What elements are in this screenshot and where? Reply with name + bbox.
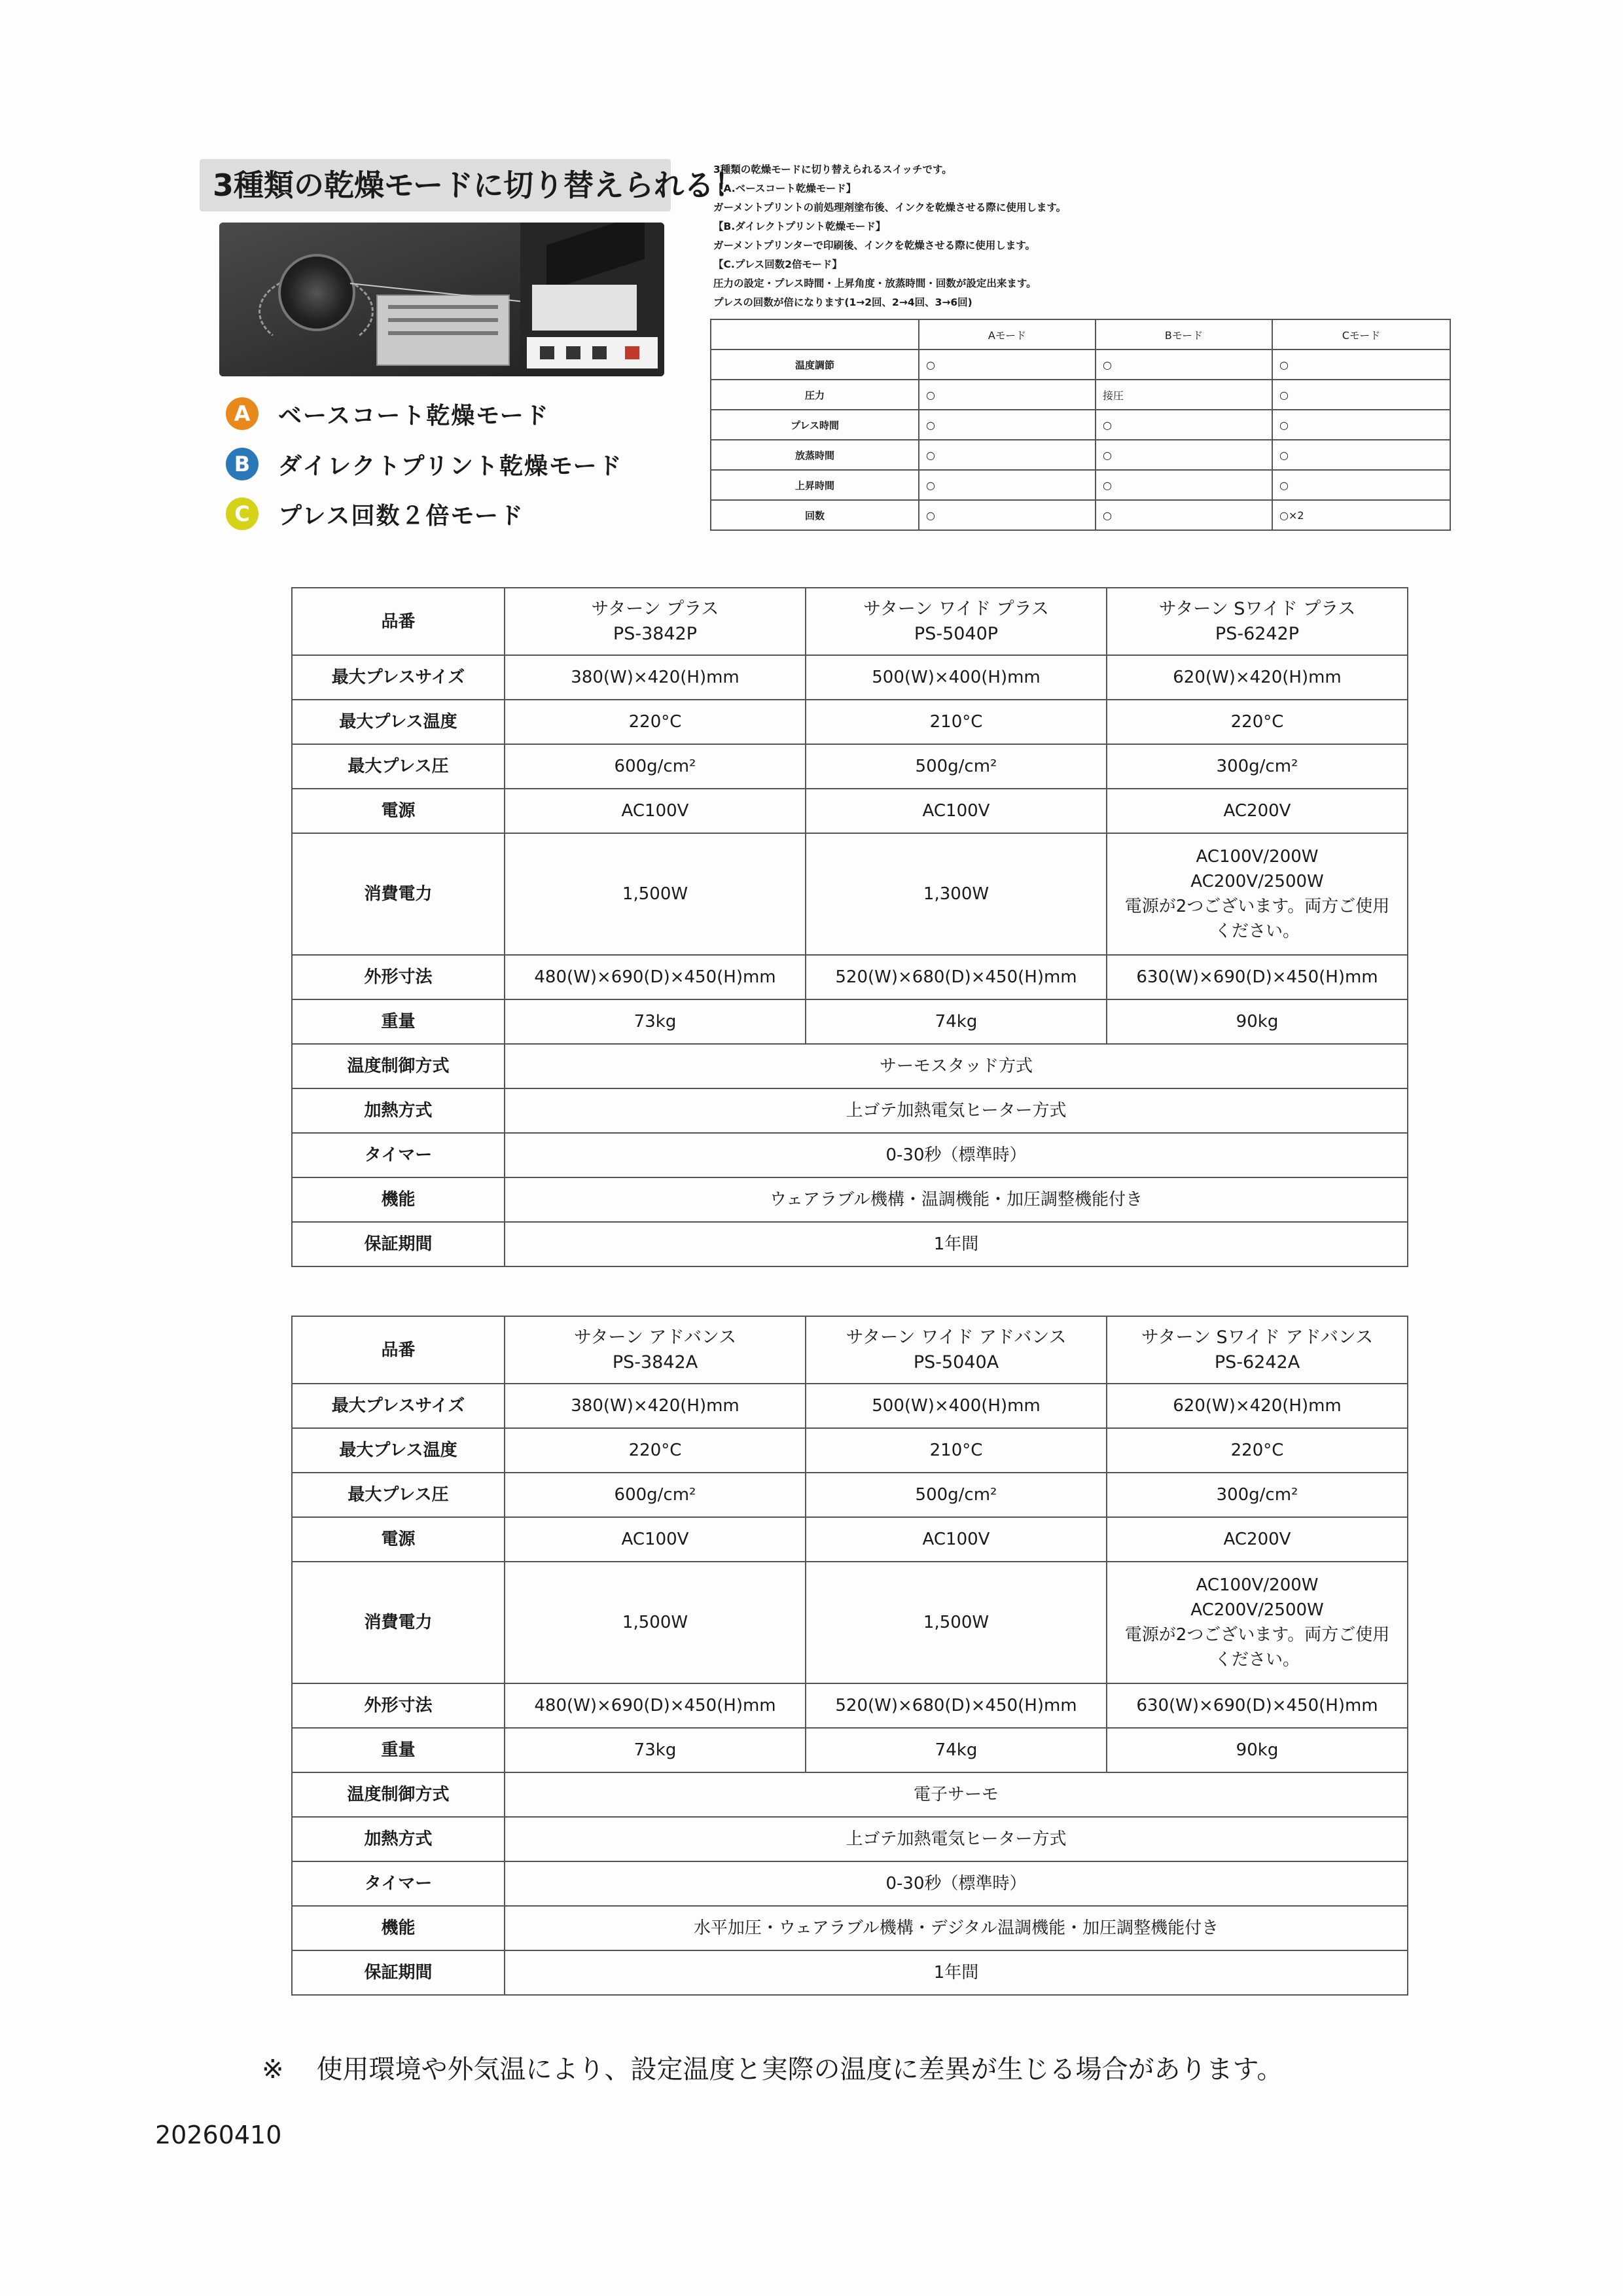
- table-header-cell: Cモード: [1272, 319, 1450, 350]
- table-cell: サーモスタッド方式: [505, 1044, 1408, 1088]
- table-cell: [1107, 1562, 1408, 1683]
- spec-table-advance: [291, 1316, 1408, 1996]
- table-row: [292, 1683, 1408, 1728]
- model-name: サターン アドバンス: [573, 1327, 737, 1348]
- table-cell: 0-30秒（標準時）: [505, 1861, 1408, 1906]
- mode-c-badge: C: [226, 497, 259, 530]
- description-line: 【C.プレス回数2倍モード】: [713, 259, 842, 270]
- table-row: [292, 1906, 1408, 1950]
- description-line: ガーメントプリントの前処理剤塗布後、インクを乾燥させる際に使用します。: [713, 202, 1067, 213]
- row-label: タイマー: [292, 1861, 505, 1906]
- row-label: 最大プレス温度: [292, 700, 505, 744]
- table-cell: 1年間: [505, 1950, 1408, 1995]
- mode-item-c: [226, 495, 684, 532]
- row-label: 温度調節: [711, 350, 919, 380]
- date-stamp: 20260410: [155, 2121, 282, 2149]
- table-cell: ○: [1096, 500, 1272, 530]
- row-label: 最大プレス圧: [292, 1473, 505, 1517]
- model-code: PS-5040A: [913, 1352, 999, 1372]
- row-label: 重量: [292, 1728, 505, 1772]
- model-code: PS-3842A: [612, 1352, 698, 1372]
- table-cell: 上ゴテ加熱電気ヒーター方式: [505, 1817, 1408, 1861]
- model-header: [806, 1316, 1107, 1384]
- table-row: [711, 470, 1450, 500]
- table-cell: 210°C: [806, 1428, 1107, 1473]
- row-label: 最大プレス圧: [292, 744, 505, 789]
- table-cell: ○: [1096, 350, 1272, 380]
- row-label: 上昇時間: [711, 470, 919, 500]
- description-line: 【A.ベースコート乾燥モード】: [713, 183, 857, 194]
- table-row: [292, 655, 1408, 700]
- table-header-row: [292, 1316, 1408, 1384]
- table-cell: 接圧: [1096, 380, 1272, 410]
- table-header-cell: Aモード: [919, 319, 1096, 350]
- table-cell: ○: [919, 500, 1096, 530]
- table-cell: ○: [919, 410, 1096, 440]
- table-cell: 500g/cm²: [806, 744, 1107, 789]
- table-header-row: [292, 588, 1408, 655]
- table-row: [292, 955, 1408, 999]
- table-row: [292, 1861, 1408, 1906]
- table-cell: 220°C: [1107, 1428, 1408, 1473]
- row-label: タイマー: [292, 1133, 505, 1177]
- row-label: 消費電力: [292, 1562, 505, 1683]
- table-cell: 380(W)×420(H)mm: [505, 1384, 806, 1428]
- table-cell: 74kg: [806, 1728, 1107, 1772]
- row-label: 最大プレスサイズ: [292, 1384, 505, 1428]
- table-cell: 水平加圧・ウェアラブル機構・デジタル温調機能・加圧調整機能付き: [505, 1906, 1408, 1950]
- table-cell: 上ゴテ加熱電気ヒーター方式: [505, 1088, 1408, 1133]
- table-cell: [1107, 833, 1408, 955]
- table-row: [292, 999, 1408, 1044]
- table-row: [711, 410, 1450, 440]
- table-cell: 600g/cm²: [505, 744, 806, 789]
- heat-press-machine-icon: [520, 223, 664, 376]
- mode-a-badge: A: [226, 397, 259, 430]
- model-name: サターン ワイド アドバンス: [846, 1327, 1067, 1348]
- model-code: PS-3842P: [613, 623, 698, 644]
- machine-lid: [546, 223, 645, 291]
- table-row: [292, 1772, 1408, 1817]
- table-cell: ○: [919, 380, 1096, 410]
- mode-item-b: [226, 446, 684, 482]
- model-header: [1107, 588, 1408, 655]
- table-row: [292, 1177, 1408, 1222]
- table-cell: 630(W)×690(D)×450(H)mm: [1107, 955, 1408, 999]
- table-cell: 220°C: [1107, 700, 1408, 744]
- model-code: PS-6242P: [1215, 623, 1300, 644]
- table-cell: 1,300W: [806, 833, 1107, 955]
- row-label: 電源: [292, 1517, 505, 1562]
- row-label: 外形寸法: [292, 955, 505, 999]
- power-line: 電源が2つございます。両方ご使用: [1124, 897, 1390, 916]
- table-cell: 210°C: [806, 700, 1107, 744]
- table-cell: 1年間: [505, 1222, 1408, 1266]
- row-label: 加熱方式: [292, 1088, 505, 1133]
- table-cell: 0-30秒（標準時）: [505, 1133, 1408, 1177]
- table-cell: 480(W)×690(D)×450(H)mm: [505, 955, 806, 999]
- description-line: ガーメントプリンターで印刷後、インクを乾燥させる際に使用します。: [713, 240, 1035, 251]
- model-header: [505, 1316, 806, 1384]
- table-row: [292, 1428, 1408, 1473]
- table-cell: 380(W)×420(H)mm: [505, 655, 806, 700]
- mode-switch-knob-icon: [278, 254, 355, 331]
- table-cell: 620(W)×420(H)mm: [1107, 655, 1408, 700]
- machine-control-panel: [527, 337, 658, 368]
- table-row: [292, 1222, 1408, 1266]
- table-cell: 500(W)×400(H)mm: [806, 1384, 1107, 1428]
- model-name: サターン Sワイド アドバンス: [1141, 1327, 1374, 1348]
- table-cell: 500g/cm²: [806, 1473, 1107, 1517]
- table-row: [292, 1728, 1408, 1772]
- table-row: [292, 833, 1408, 955]
- table-cell: 600g/cm²: [505, 1473, 806, 1517]
- power-line: AC200V/2500W: [1190, 1600, 1324, 1620]
- mode-item-a: [226, 395, 684, 432]
- model-header: [806, 588, 1107, 655]
- power-line: ください。: [1214, 922, 1300, 941]
- table-cell: ○×2: [1272, 500, 1450, 530]
- table-row: [711, 440, 1450, 470]
- spec-table-plus: [291, 587, 1408, 1267]
- power-line: AC100V/200W: [1196, 847, 1319, 867]
- table-row: [292, 1044, 1408, 1088]
- row-label: 外形寸法: [292, 1683, 505, 1728]
- model-header: [505, 588, 806, 655]
- table-cell: ○: [1096, 440, 1272, 470]
- model-code: PS-6242A: [1214, 1352, 1300, 1372]
- power-line: ください。: [1214, 1650, 1300, 1670]
- power-line: 電源が2つございます。両方ご使用: [1124, 1625, 1390, 1645]
- table-row: [292, 1817, 1408, 1861]
- table-row: [292, 1950, 1408, 1995]
- table-cell: 620(W)×420(H)mm: [1107, 1384, 1408, 1428]
- row-label: 消費電力: [292, 833, 505, 955]
- table-row: [292, 1473, 1408, 1517]
- mode-description: [713, 160, 1171, 312]
- model-name: サターン ワイド プラス: [863, 598, 1049, 619]
- table-cell: AC200V: [1107, 1517, 1408, 1562]
- description-line: 3種類の乾燥モードに切り替えられるスイッチです。: [713, 164, 952, 175]
- mode-b-badge: B: [226, 448, 259, 480]
- mode-a-label: ベースコート乾燥モード: [278, 402, 550, 429]
- table-cell: AC100V: [505, 1517, 806, 1562]
- table-cell: ○: [1096, 410, 1272, 440]
- row-label: 保証期間: [292, 1950, 505, 1995]
- table-row: [292, 700, 1408, 744]
- table-row: [292, 1133, 1408, 1177]
- row-label: 最大プレス温度: [292, 1428, 505, 1473]
- table-cell: ○: [1272, 470, 1450, 500]
- table-cell: 220°C: [505, 1428, 806, 1473]
- table-cell: 73kg: [505, 1728, 806, 1772]
- table-cell: 1,500W: [505, 1562, 806, 1683]
- table-cell: 500(W)×400(H)mm: [806, 655, 1107, 700]
- table-row: [711, 380, 1450, 410]
- table-row: [292, 744, 1408, 789]
- table-header-cell: Bモード: [1096, 319, 1272, 350]
- table-row: [292, 1384, 1408, 1428]
- row-label: 加熱方式: [292, 1817, 505, 1861]
- description-line: 圧力の設定・プレス時間・上昇角度・放蒸時間・回数が設定出来ます。: [713, 278, 1037, 289]
- table-cell: 73kg: [505, 999, 806, 1044]
- table-cell: 630(W)×690(D)×450(H)mm: [1107, 1683, 1408, 1728]
- table-row: [292, 1562, 1408, 1683]
- row-label: プレス時間: [711, 410, 919, 440]
- table-header-cell: [711, 319, 919, 350]
- table-cell: 90kg: [1107, 1728, 1408, 1772]
- table-row: [711, 500, 1450, 530]
- row-label: 品番: [292, 588, 505, 655]
- machine-plate: [532, 285, 637, 331]
- row-label: 圧力: [711, 380, 919, 410]
- model-name: サターン プラス: [591, 598, 719, 619]
- table-cell: AC100V: [505, 789, 806, 833]
- table-cell: 300g/cm²: [1107, 1473, 1408, 1517]
- row-label: 最大プレスサイズ: [292, 655, 505, 700]
- table-row: [292, 1088, 1408, 1133]
- model-name: サターン Sワイド プラス: [1158, 598, 1356, 619]
- product-photo: [219, 223, 664, 376]
- table-cell: ○: [1272, 350, 1450, 380]
- note-mark: ※: [262, 2054, 284, 2085]
- headline: 3種類の乾燥モードに切り替えられる！: [200, 159, 671, 211]
- row-label: 機能: [292, 1906, 505, 1950]
- table-row: [292, 789, 1408, 833]
- table-cell: 300g/cm²: [1107, 744, 1408, 789]
- row-label: 放蒸時間: [711, 440, 919, 470]
- table-row: [292, 1517, 1408, 1562]
- table-cell: ○: [919, 350, 1096, 380]
- power-line: AC100V/200W: [1196, 1575, 1319, 1595]
- table-cell: ○: [919, 440, 1096, 470]
- table-cell: 90kg: [1107, 999, 1408, 1044]
- table-cell: AC100V: [806, 789, 1107, 833]
- row-label: 保証期間: [292, 1222, 505, 1266]
- table-cell: ○: [1272, 440, 1450, 470]
- table-cell: ○: [1272, 380, 1450, 410]
- table-cell: ○: [1096, 470, 1272, 500]
- table-cell: 1,500W: [806, 1562, 1107, 1683]
- mode-comparison-table: [710, 319, 1451, 531]
- table-cell: 74kg: [806, 999, 1107, 1044]
- description-line: 【B.ダイレクトプリント乾燥モード】: [713, 221, 886, 232]
- table-cell: ○: [1272, 410, 1450, 440]
- row-label: 重量: [292, 999, 505, 1044]
- table-cell: 電子サーモ: [505, 1772, 1408, 1817]
- mode-c-label: プレス回数２倍モード: [278, 502, 525, 529]
- table-header-row: [711, 319, 1450, 350]
- mode-b-label: ダイレクトプリント乾燥モード: [278, 452, 623, 480]
- row-label: 回数: [711, 500, 919, 530]
- table-cell: 520(W)×680(D)×450(H)mm: [806, 955, 1107, 999]
- footnote: [262, 2049, 1440, 2086]
- table-cell: 480(W)×690(D)×450(H)mm: [505, 1683, 806, 1728]
- table-cell: AC100V: [806, 1517, 1107, 1562]
- table-cell: 520(W)×680(D)×450(H)mm: [806, 1683, 1107, 1728]
- model-header: [1107, 1316, 1408, 1384]
- mode-label-plate: [376, 295, 510, 366]
- row-label: 機能: [292, 1177, 505, 1222]
- table-cell: ○: [919, 470, 1096, 500]
- table-cell: AC200V: [1107, 789, 1408, 833]
- note-text: 使用環境や外気温により、設定温度と実際の温度に差異が生じる場合があります。: [316, 2054, 1283, 2085]
- row-label: 電源: [292, 789, 505, 833]
- table-row: [711, 350, 1450, 380]
- description-line: プレスの回数が倍になります(1→2回、2→4回、3→6回): [713, 296, 972, 308]
- row-label: 品番: [292, 1316, 505, 1384]
- table-cell: ウェアラブル機構・温調機能・加圧調整機能付き: [505, 1177, 1408, 1222]
- table-cell: 220°C: [505, 700, 806, 744]
- table-cell: 1,500W: [505, 833, 806, 955]
- row-label: 温度制御方式: [292, 1044, 505, 1088]
- power-line: AC200V/2500W: [1190, 872, 1324, 891]
- row-label: 温度制御方式: [292, 1772, 505, 1817]
- model-code: PS-5040P: [914, 623, 999, 644]
